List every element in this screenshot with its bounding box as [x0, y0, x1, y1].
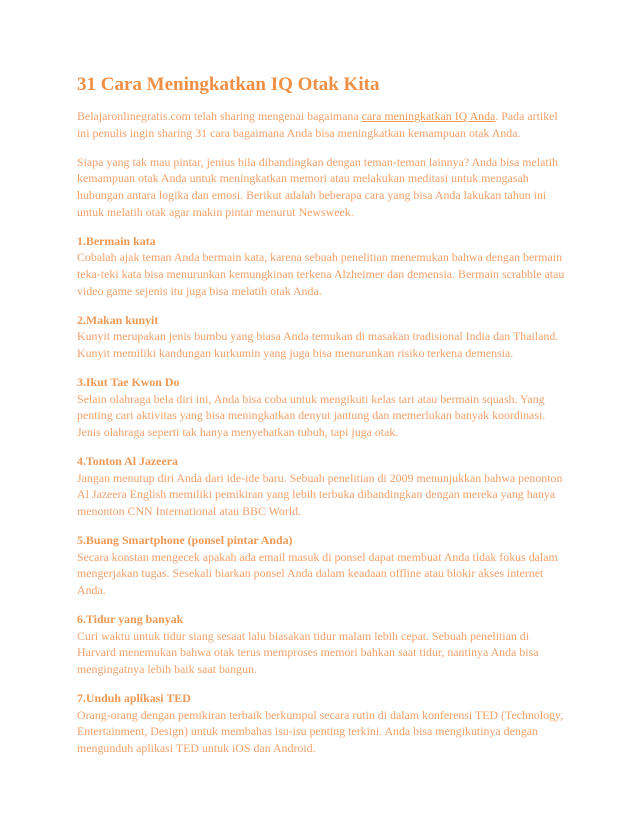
intro-text-before-link: Belajaronlinegratis.com telah sharing mengenai bagaimana: [77, 109, 362, 123]
section-7: [77, 690, 567, 756]
section-body: Jangan menutup diri Anda dari ide-ide baru. Sebuah penelitian di 2009 menunjukkan bahwa penonton Al Jazeera English memiliki pemikiran yang lebih terbuka dibandingkan dengan mereka yang hanya menonton CNN International atau BBC World.: [77, 470, 563, 518]
section-body: Curi waktu untuk tidur siang sesaat lalu biasakan tidur malam lebih cepat. Sebuah penelitian di Harvard menemukan bahwa otak terus memproses memori bahkan saat tidur, nantinya Anda bisa mengingatnya lebih baik saat bangun.: [77, 628, 539, 676]
section-title: 1.Bermain kata: [77, 233, 156, 248]
section-body: Cobalah ajak teman Anda bermain kata, karena sebuah penelitian menemukan bahwa dengan bermain teka-teki kata bisa menurunkan kemungkinan terkena Alzheimer dan demensia. Bermain scrabble atau video game sejenis itu juga bisa melatih otak Anda.: [77, 250, 565, 298]
intro-paragraph: [77, 108, 567, 141]
section-5: [77, 532, 567, 598]
section-2: [77, 312, 567, 362]
section-body: Kunyit merupakan jenis bumbu yang biasa Anda temukan di masakan tradisional India dan Thailand. Kunyit memiliki kandungan kurkumin yang juga bisa menurunkan risiko terkena demensia.: [77, 329, 559, 360]
section-1: [77, 233, 567, 299]
paragraph-newsweek: Siapa yang tak mau pintar, jenius bila dibandingkan dengan teman-teman lainnya? Anda bisa melatih kemampuan otak Anda untuk meningkatkan memori atau melakukan meditasi untuk mengasah hubungan antara logika dan emosi. Berikut adalah beberapa cara yang bisa Anda lakukan tahun ini untuk melatih otak agar makin pintar menurut Newsweek.: [77, 154, 558, 219]
section-title: 6.Tidur yang banyak: [77, 612, 184, 626]
section-body: Secara konstan mengecek apakah ada email masuk di ponsel dapat membuat Anda tidak fokus dalam mengerjakan tugas. Sesekali biarkan ponsel Anda dalam keadaan offline atau blokir akses internet Anda.: [77, 549, 558, 597]
section-3: [77, 374, 567, 440]
section-body: Selain olahraga bela diri ini, Anda bisa coba untuk mengikuti kelas tari atau bermain squash. Yang penting cari aktivitas yang bisa meningkatkan denyut jantung dan memerlukan banyak koordinasi. Jenis olahraga seperti tak hanya menyehatkan tubuh, tapi juga otak.: [77, 391, 546, 439]
section-6: [77, 611, 567, 677]
section-title: 2.Makan kunyit: [77, 312, 159, 327]
document-content: [77, 74, 567, 769]
page-title: 31 Cara Meningkatkan IQ Otak Kita: [77, 74, 380, 95]
section-title: 4.Tonton Al Jazeera: [77, 454, 178, 469]
section-4: [77, 453, 567, 519]
section-body: Orang-orang dengan pemikiran terbaik berkumpul secara rutin di dalam konferensi TED (Technology, Entertainment, Design) untuk membahas isu-isu penting terkini. Anda bisa mengikutinya dengan mengunduh aplikasi TED untuk iOS dan Android.: [77, 707, 564, 755]
section-title: 7.Unduh aplikasi TED: [77, 690, 191, 705]
section-title: 3.Ikut Tae Kwon Do: [77, 375, 180, 390]
intro-text-after-link: . Pada artikel ini penulis ingin sharing 31 cara bagaimana Anda bisa meningkatkan kemampuan otak Anda.: [77, 109, 558, 140]
section-title: 5.Buang Smartphone (ponsel pintar Anda): [77, 533, 293, 548]
intro-link[interactable]: cara meningkatkan IQ Anda: [361, 109, 496, 123]
